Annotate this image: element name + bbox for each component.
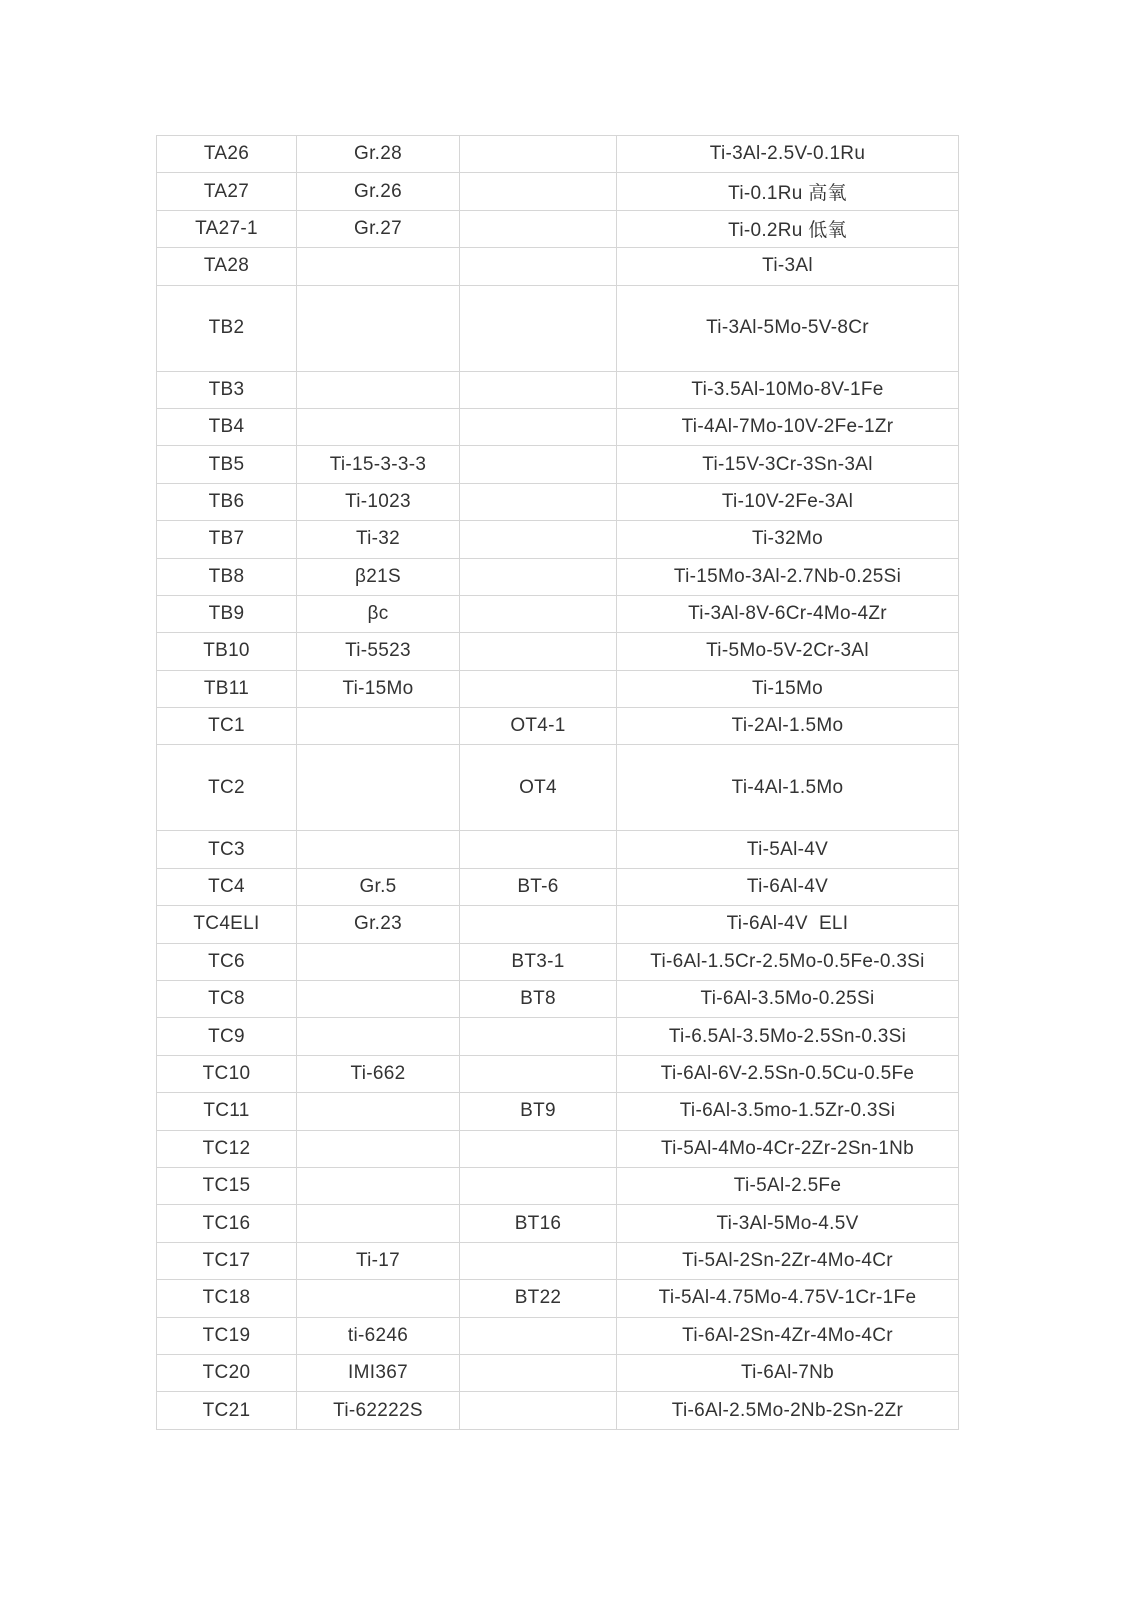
cell-grade-ru [460, 1130, 617, 1167]
table-row [157, 136, 959, 173]
table-row [157, 446, 959, 483]
cell-grade-ru [460, 408, 617, 445]
table-row [157, 1018, 959, 1055]
cell-grade-ru: BT8 [460, 981, 617, 1018]
cell-grade-cn: TC17 [157, 1242, 297, 1279]
cell-composition: Ti-10V-2Fe-3Al [617, 483, 959, 520]
table-row [157, 371, 959, 408]
table-row [157, 943, 959, 980]
cell-grade-ru [460, 285, 617, 371]
cell-grade-cn: TB9 [157, 595, 297, 632]
table-row [157, 1317, 959, 1354]
cell-grade-foreign [297, 1167, 460, 1204]
cell-grade-ru [460, 1167, 617, 1204]
cell-grade-foreign: Ti-15Mo [297, 670, 460, 707]
cell-grade-ru [460, 136, 617, 173]
cell-grade-cn: TB11 [157, 670, 297, 707]
cell-composition: Ti-5Al-4Mo-4Cr-2Zr-2Sn-1Nb [617, 1130, 959, 1167]
cell-composition: Ti-5Al-4.75Mo-4.75V-1Cr-1Fe [617, 1280, 959, 1317]
titanium-alloy-table [156, 135, 959, 1430]
cell-grade-cn: TB6 [157, 483, 297, 520]
table-row [157, 408, 959, 445]
table-row [157, 906, 959, 943]
cell-composition: Ti-6Al-4V ELI [617, 906, 959, 943]
cell-grade-foreign: Gr.27 [297, 210, 460, 247]
cell-grade-ru [460, 906, 617, 943]
cell-composition: Ti-0.2Ru 低氧 [617, 210, 959, 247]
cell-grade-foreign [297, 248, 460, 285]
table-row [157, 483, 959, 520]
cell-grade-ru: OT4 [460, 745, 617, 831]
cell-grade-cn: TC16 [157, 1205, 297, 1242]
table-row [157, 1280, 959, 1317]
cell-grade-foreign [297, 708, 460, 745]
cell-grade-foreign: Ti-662 [297, 1055, 460, 1092]
cell-composition: Ti-6.5Al-3.5Mo-2.5Sn-0.3Si [617, 1018, 959, 1055]
cell-grade-cn: TC2 [157, 745, 297, 831]
cell-composition: Ti-6Al-1.5Cr-2.5Mo-0.5Fe-0.3Si [617, 943, 959, 980]
table-row [157, 745, 959, 831]
table-row [157, 670, 959, 707]
cell-composition: Ti-32Mo [617, 521, 959, 558]
cell-grade-ru [460, 831, 617, 868]
cell-grade-ru: BT9 [460, 1093, 617, 1130]
cell-grade-foreign: Gr.28 [297, 136, 460, 173]
cell-grade-cn: TB3 [157, 371, 297, 408]
cell-composition: Ti-3Al-2.5V-0.1Ru [617, 136, 959, 173]
cell-grade-foreign [297, 745, 460, 831]
cell-composition: Ti-6Al-3.5Mo-0.25Si [617, 981, 959, 1018]
table-row [157, 595, 959, 632]
cell-grade-foreign [297, 1018, 460, 1055]
cell-grade-foreign: β21S [297, 558, 460, 595]
cell-grade-foreign: Ti-5523 [297, 633, 460, 670]
cell-composition: Ti-3Al-5Mo-5V-8Cr [617, 285, 959, 371]
cell-grade-ru [460, 210, 617, 247]
cell-grade-cn: TC18 [157, 1280, 297, 1317]
cell-grade-ru [460, 521, 617, 558]
table-row [157, 1392, 959, 1429]
table-row [157, 210, 959, 247]
cell-composition: Ti-4Al-7Mo-10V-2Fe-1Zr [617, 408, 959, 445]
cell-grade-cn: TC9 [157, 1018, 297, 1055]
cell-composition: Ti-4Al-1.5Mo [617, 745, 959, 831]
cell-grade-foreign: Ti-1023 [297, 483, 460, 520]
cell-grade-cn: TB5 [157, 446, 297, 483]
table-row [157, 521, 959, 558]
cell-grade-ru: BT16 [460, 1205, 617, 1242]
cell-composition: Ti-6Al-3.5mo-1.5Zr-0.3Si [617, 1093, 959, 1130]
cell-grade-foreign: βc [297, 595, 460, 632]
cell-grade-ru [460, 1354, 617, 1391]
cell-grade-foreign: Ti-32 [297, 521, 460, 558]
cell-grade-ru [460, 248, 617, 285]
cell-grade-cn: TC4 [157, 868, 297, 905]
cell-composition: Ti-15Mo [617, 670, 959, 707]
table-row [157, 248, 959, 285]
cell-composition: Ti-3Al [617, 248, 959, 285]
table-row [157, 831, 959, 868]
cell-composition: Ti-5Al-2Sn-2Zr-4Mo-4Cr [617, 1242, 959, 1279]
table-row [157, 1242, 959, 1279]
cell-grade-cn: TC3 [157, 831, 297, 868]
cell-grade-foreign [297, 831, 460, 868]
cell-grade-foreign: Ti-62222S [297, 1392, 460, 1429]
cell-grade-ru [460, 1242, 617, 1279]
cell-grade-foreign [297, 371, 460, 408]
cell-grade-cn: TB2 [157, 285, 297, 371]
cell-grade-cn: TB10 [157, 633, 297, 670]
cell-grade-foreign: Ti-15-3-3-3 [297, 446, 460, 483]
cell-grade-ru: BT3-1 [460, 943, 617, 980]
cell-grade-ru [460, 173, 617, 210]
cell-grade-cn: TA27 [157, 173, 297, 210]
table-row [157, 1167, 959, 1204]
cell-grade-cn: TC11 [157, 1093, 297, 1130]
cell-grade-ru: BT-6 [460, 868, 617, 905]
cell-grade-cn: TC10 [157, 1055, 297, 1092]
cell-grade-foreign [297, 1093, 460, 1130]
cell-grade-ru [460, 670, 617, 707]
cell-grade-cn: TC21 [157, 1392, 297, 1429]
alloy-table-body [157, 136, 959, 1430]
cell-grade-foreign [297, 943, 460, 980]
cell-grade-cn: TC4ELI [157, 906, 297, 943]
cell-grade-cn: TC19 [157, 1317, 297, 1354]
cell-grade-foreign [297, 1280, 460, 1317]
cell-grade-ru [460, 1392, 617, 1429]
table-row [157, 1130, 959, 1167]
cell-grade-ru: BT22 [460, 1280, 617, 1317]
table-row [157, 981, 959, 1018]
cell-grade-ru [460, 1317, 617, 1354]
cell-grade-foreign [297, 285, 460, 371]
cell-composition: Ti-5Mo-5V-2Cr-3Al [617, 633, 959, 670]
cell-grade-ru [460, 595, 617, 632]
cell-grade-ru [460, 1018, 617, 1055]
table-row [157, 285, 959, 371]
cell-grade-foreign: Gr.23 [297, 906, 460, 943]
cell-composition: Ti-6Al-2Sn-4Zr-4Mo-4Cr [617, 1317, 959, 1354]
cell-composition: Ti-5Al-4V [617, 831, 959, 868]
cell-grade-cn: TC1 [157, 708, 297, 745]
cell-composition: Ti-3.5Al-10Mo-8V-1Fe [617, 371, 959, 408]
cell-grade-cn: TC20 [157, 1354, 297, 1391]
table-row [157, 1055, 959, 1092]
cell-grade-ru [460, 446, 617, 483]
cell-grade-ru [460, 371, 617, 408]
cell-grade-foreign: Gr.5 [297, 868, 460, 905]
cell-grade-cn: TA26 [157, 136, 297, 173]
cell-grade-cn: TC8 [157, 981, 297, 1018]
cell-grade-cn: TB7 [157, 521, 297, 558]
cell-grade-foreign: Ti-17 [297, 1242, 460, 1279]
cell-grade-ru: OT4-1 [460, 708, 617, 745]
cell-grade-cn: TB4 [157, 408, 297, 445]
cell-grade-foreign [297, 1205, 460, 1242]
cell-grade-cn: TB8 [157, 558, 297, 595]
cell-grade-foreign: IMI367 [297, 1354, 460, 1391]
cell-composition: Ti-15Mo-3Al-2.7Nb-0.25Si [617, 558, 959, 595]
cell-grade-foreign: Gr.26 [297, 173, 460, 210]
table-row [157, 1354, 959, 1391]
cell-grade-ru [460, 483, 617, 520]
cell-grade-foreign [297, 1130, 460, 1167]
cell-composition: Ti-6Al-2.5Mo-2Nb-2Sn-2Zr [617, 1392, 959, 1429]
cell-composition: Ti-6Al-7Nb [617, 1354, 959, 1391]
cell-grade-cn: TC15 [157, 1167, 297, 1204]
cell-grade-ru [460, 633, 617, 670]
cell-composition: Ti-15V-3Cr-3Sn-3Al [617, 446, 959, 483]
cell-composition: Ti-3Al-8V-6Cr-4Mo-4Zr [617, 595, 959, 632]
cell-composition: Ti-3Al-5Mo-4.5V [617, 1205, 959, 1242]
cell-composition: Ti-6Al-4V [617, 868, 959, 905]
cell-grade-cn: TC12 [157, 1130, 297, 1167]
table-row [157, 868, 959, 905]
table-row [157, 633, 959, 670]
cell-grade-cn: TA28 [157, 248, 297, 285]
table-row [157, 558, 959, 595]
cell-grade-cn: TC6 [157, 943, 297, 980]
cell-composition: Ti-0.1Ru 高氧 [617, 173, 959, 210]
cell-composition: Ti-6Al-6V-2.5Sn-0.5Cu-0.5Fe [617, 1055, 959, 1092]
cell-composition: Ti-2Al-1.5Mo [617, 708, 959, 745]
cell-grade-foreign: ti-6246 [297, 1317, 460, 1354]
cell-grade-ru [460, 1055, 617, 1092]
cell-grade-foreign [297, 981, 460, 1018]
cell-composition: Ti-5Al-2.5Fe [617, 1167, 959, 1204]
table-row [157, 173, 959, 210]
table-row [157, 708, 959, 745]
table-row [157, 1093, 959, 1130]
cell-grade-cn: TA27-1 [157, 210, 297, 247]
cell-grade-foreign [297, 408, 460, 445]
table-row [157, 1205, 959, 1242]
cell-grade-ru [460, 558, 617, 595]
